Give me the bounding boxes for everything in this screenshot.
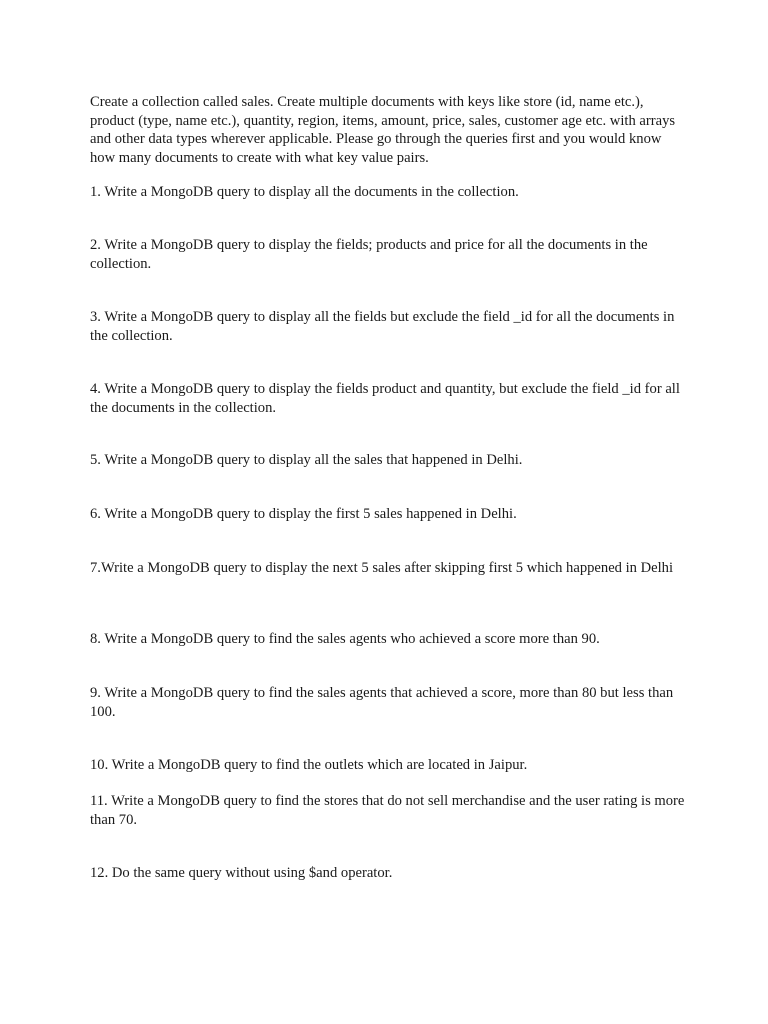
question-7: 7.Write a MongoDB query to display the next 5 sales after skipping first 5 which happened in Delhi (90, 560, 674, 576)
question-1: 1. Write a MongoDB query to display all the documents in the collection. (90, 184, 519, 200)
intro-paragraph: Create a collection called sales. Create multiple documents with keys like store (id, name etc.), product (type, name etc.), quantity, region, items, amount, price, sales, customer age etc. with arrays and other data types wherever applicable. Please go through the queries first and you would know how many documents to create with what key value pairs. (90, 94, 676, 166)
question-3: 3. Write a MongoDB query to display all the fields but exclude the field _id for all the documents in the collection. (90, 309, 675, 344)
question-11: 11. Write a MongoDB query to find the stores that do not sell merchandise and the user rating is more than 70. (90, 793, 685, 828)
question-10: 10. Write a MongoDB query to find the outlets which are located in Jaipur. (90, 757, 528, 773)
question-8: 8. Write a MongoDB query to find the sales agents who achieved a score more than 90. (90, 631, 600, 647)
question-5: 5. Write a MongoDB query to display all the sales that happened in Delhi. (90, 452, 523, 468)
question-6: 6. Write a MongoDB query to display the first 5 sales happened in Delhi. (90, 506, 517, 522)
question-4: 4. Write a MongoDB query to display the fields product and quantity, but exclude the field _id for all the documents in the collection. (90, 381, 680, 416)
question-9: 9. Write a MongoDB query to find the sales agents that achieved a score, more than 80 but less than 100. (90, 685, 674, 720)
question-2: 2. Write a MongoDB query to display the fields; products and price for all the documents in the collection. (90, 237, 648, 272)
question-12: 12. Do the same query without using $and operator. (90, 865, 393, 881)
